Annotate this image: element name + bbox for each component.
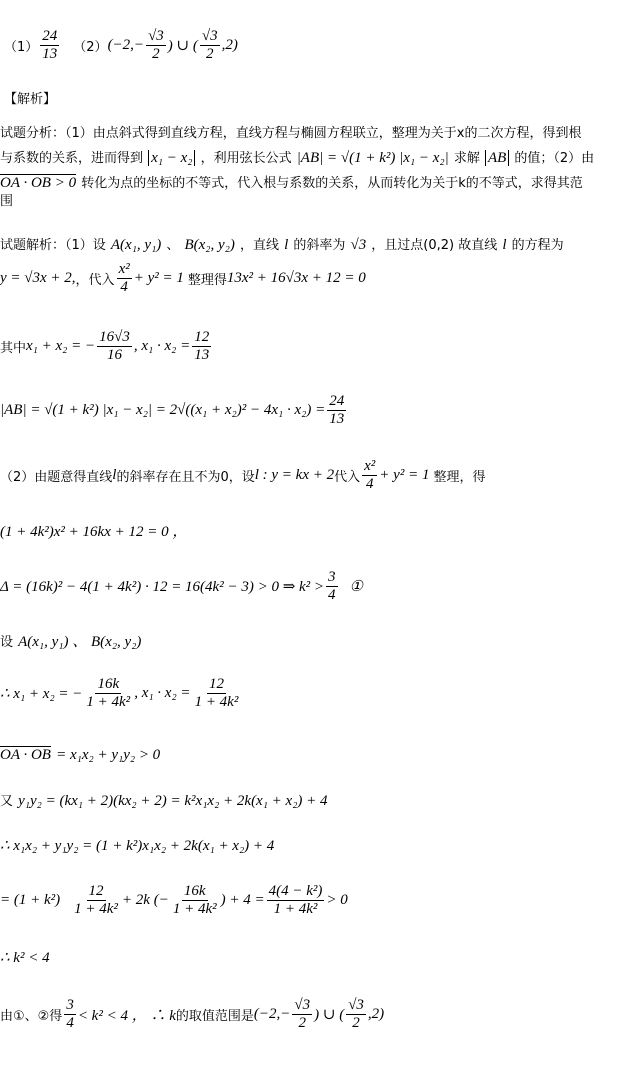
solution-part2-intro: （2）由题意得直线 l 的斜率存在且不为0，设 l : y = kx + 2 代入 $\frac{\text{x²}}{4}$ + y² = 1 整理，得 bbox=[0, 457, 486, 492]
equation-discriminant: Δ = (16k)² − 4(1 + 4k²) · 12 = 16(4k² − 3) > 0 ⇒ k² > $\frac{3}{4}$ ① bbox=[0, 568, 363, 603]
fraction-x2-over-4: $\frac{\text{x²}}{4}$ bbox=[118, 260, 130, 295]
equation-dot-product: OA · OB = x₁x₂ + y₁y₂ > 0 bbox=[0, 747, 161, 763]
analysis-line-4: 围 bbox=[0, 194, 14, 209]
circled-one-mark: ① bbox=[349, 578, 363, 595]
answer-line: （1） $\frac{24}{13}$ （2） (−2,− $\frac{√3}{2}$ ) ∪ ( $\frac{√3}{2}$ ,2) bbox=[4, 27, 238, 62]
solution-line-1: 试题解析：（1）设 A(x₁, y₁) 、 B(x₂, y₂) ，直线 l 的斜率为 √3 ，且过点(0,2) 故直线 l 的方程为 bbox=[0, 237, 564, 253]
answer-part2-fraction-2: $\frac{√3}{2}$ bbox=[201, 27, 218, 62]
section-title: 【解析】 bbox=[4, 92, 57, 107]
analysis-line-3: OA · OB > 0 转化为点的坐标的不等式，代入根与系数的关系，从而转化为关于k的不等式，求得其范 bbox=[0, 175, 583, 191]
equation-quadratic: (1 + 4k²)x² + 16kx + 12 = 0 ， bbox=[0, 524, 188, 540]
solution-line-2: y = √3x + 2, ，代入 $\frac{\text{x²}}{4}$ + y² = 1 整理得 13x² + 16√3x + 12 = 0 bbox=[0, 260, 366, 295]
equation-points: 设 A(x₁, y₁) 、 B(x₂, y₂) bbox=[0, 634, 142, 650]
equation-k-bound: ∴ k² < 4 bbox=[0, 950, 50, 966]
equation-sum: ∴ x₁x₂ + y₁y₂ = (1 + k²)x₁x₂ + 2k(x₁ + x₂) + 4 bbox=[0, 838, 275, 854]
answer-part1-fraction: $\frac{24}{13}$ bbox=[42, 27, 58, 62]
equation-y1y2: 又 y₁y₂ = (kx₁ + 2)(kx₂ + 2) = k²x₁x₂ + 2k(x₁ + x₂) + 4 bbox=[0, 793, 328, 809]
answer-part1-label: （1） bbox=[4, 39, 39, 55]
answer-part2-fraction-1: $\frac{√3}{2}$ bbox=[148, 27, 164, 62]
analysis-line-1: 试题分析：（1）由点斜式得到直线方程，直线方程与椭圆方程联立，整理为关于x的二次方程，得到根 bbox=[0, 126, 582, 141]
equation-vieta: ∴ x₁ + x₂ = − $\frac{16k}{\text{1 + 4k²}}$ , x₁ · x₂ = $\frac{12}{\text{1 + 4k²}}$ bbox=[0, 675, 239, 710]
solution-line-4: |AB| = √(1 + k²) |x₁ − x₂| = 2√((x₁ + x₂)² − 4x₁ · x₂) = $\frac{24}{13}$ bbox=[0, 392, 345, 427]
analysis-line-2: 与系数的关系，进而得到 x₁ − x₂ ，利用弦长公式 |AB| = √(1 + k²) |x₁ − x₂| 求解 AB 的值；（2）由 bbox=[0, 150, 595, 166]
conclusion-line: 由①、②得 $\frac{3}{4}$ < k² < 4 ， ∴ k 的取值范围是 (−2,− $\frac{√3}{2}$ ) ∪ ( $\frac{√3}{2}$ ,2) bbox=[0, 996, 385, 1031]
solution-line-3: 其中 x₁ + x₂ = − $\frac{16√3}{16}$ , x₁ · x₂ = $\frac{12}{13}$ bbox=[0, 328, 210, 363]
equation-expanded: = (1 + k²) $\frac{12}{\text{1 + 4k²}}$ + 2k (− $\frac{16k}{\text{1 + 4k²}}$ ) + 4 = $\frac{\text{4(4 − k²)}}{\text{1 + 4k²}}$ > 0 bbox=[0, 882, 348, 917]
answer-part2-label: （2） bbox=[73, 39, 108, 55]
